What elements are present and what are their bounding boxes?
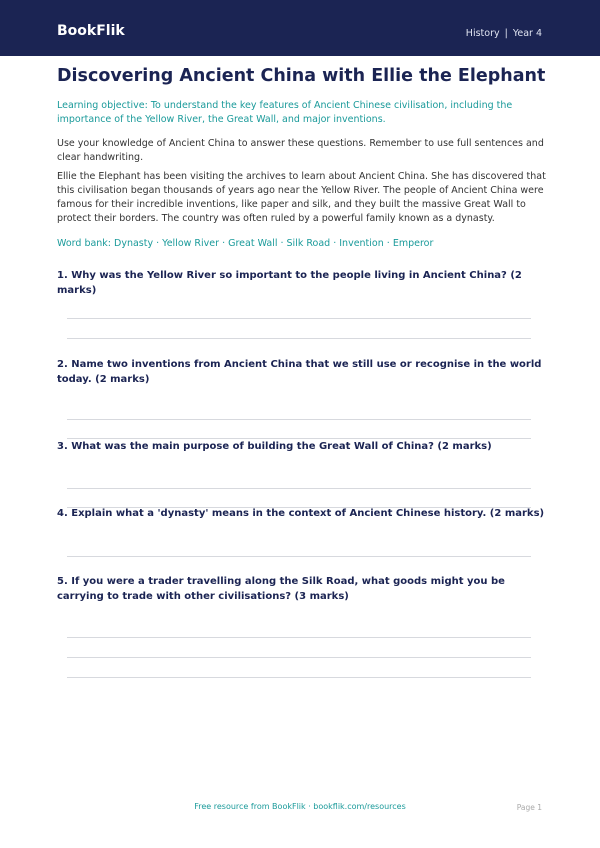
answer-line[interactable]: [67, 637, 531, 638]
worksheet-title: Discovering Ancient China with Ellie the Elephant: [57, 66, 546, 86]
answer-line[interactable]: [67, 677, 531, 678]
learning-objective: Learning objective: To understand the key features of Ancient Chinese civilisation, including the importance of the Yellow River, the Great Wall, and major inventions.: [57, 100, 513, 125]
subject-year-label: [466, 28, 542, 39]
answer-line[interactable]: [67, 488, 531, 489]
subject-label: History: [465, 28, 500, 39]
footer-credit: Free resource from BookFlik · bookflik.com/resources: [194, 802, 406, 811]
question-4: 4. Explain what a 'dynasty' means in the context of Ancient Chinese history. (2 marks): [57, 508, 545, 519]
page-number: Page 1: [516, 803, 542, 812]
meta-separator: |: [504, 28, 508, 39]
answer-line[interactable]: [67, 657, 531, 658]
answer-line[interactable]: [67, 419, 531, 420]
question-3: 3. What was the main purpose of building the Great Wall of China? (2 marks): [57, 441, 492, 452]
instructions: Use your knowledge of Ancient China to answer these questions. Remember to use full sentences and clear handwriting.: [57, 138, 544, 163]
question-5: 5. If you were a trader travelling along the Silk Road, what goods might you be carrying to trade with other civilisations? (3 marks): [57, 576, 505, 602]
reading-passage: Ellie the Elephant has been visiting the archives to learn about Ancient China. She has discovered that this civilisation began thousands of years ago near the Yellow River. The people of Ancient China were famous for their incredible inventions, like paper and silk, and they built the massive Great Wall to protect their borders. The country was often ruled by a powerful family known as a dynasty.: [57, 171, 546, 224]
question-2: 2. Name two inventions from Ancient China that we still use or recognise in the world today. (2 marks): [57, 359, 542, 385]
answer-line[interactable]: [67, 338, 531, 339]
answer-line[interactable]: [67, 556, 531, 557]
word-bank: Word bank: Dynasty · Yellow River · Great Wall · Silk Road · Invention · Emperor: [57, 238, 434, 249]
year-label: Year 4: [512, 28, 542, 39]
answer-line[interactable]: [67, 318, 531, 319]
question-1: 1. Why was the Yellow River so important to the people living in Ancient China? (2 marks): [57, 270, 522, 296]
page-header: [0, 0, 600, 56]
brand-logo: BookFlik: [57, 23, 125, 39]
